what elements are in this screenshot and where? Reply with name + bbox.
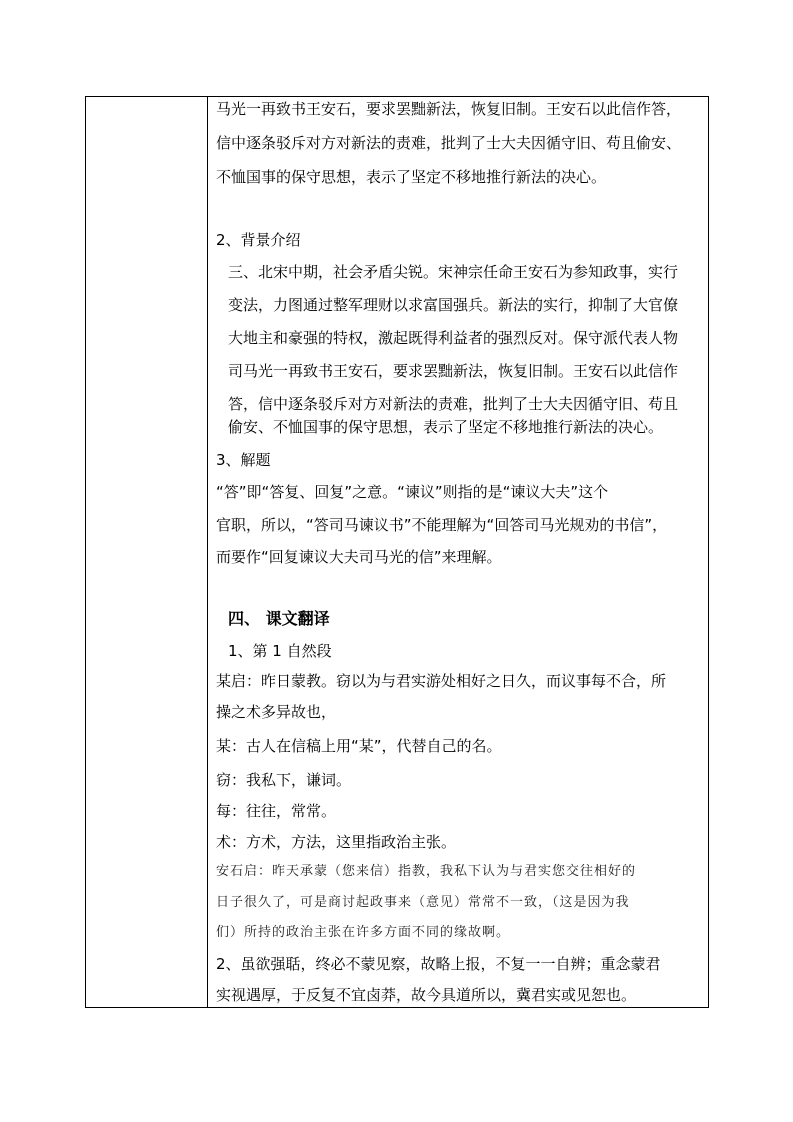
text-line: 司马光一再致书王安石，要求罢黜新法，恢复旧制。王安石以此信作 [228, 362, 679, 380]
text-line: 窃：我私下，谦词。 [216, 771, 352, 789]
text-line: 大地主和豪强的特权，激起既得利益者的强烈反对。保守派代表人物 [228, 329, 679, 347]
text-line: 某启：昨日蒙教。窃以为与君实游处相好之日久，而议事每不合，所 [216, 672, 667, 690]
text-line: 答，信中逐条驳斥对方对新法的责难，批判了士大夫因循守旧、苟且 [228, 395, 679, 413]
translation-line: 安石启：昨天承蒙（您来信）指教，我私下认为与君实您交往相好的 [216, 864, 637, 879]
text-line: 偷安、不恤国事的保守思想，表示了坚定不移地推行新法的决心。 [228, 418, 664, 436]
text-line: “答”即“答复、回复”之意。“谏议”则指的是“谏议大夫”这个 [216, 483, 609, 501]
document-table [85, 96, 709, 1008]
subsection-heading: 1、第 1 自然段 [228, 642, 332, 660]
text-line: 变法，力图通过整军理财以求富国强兵。新法的实行，抑制了大官僚 [228, 296, 679, 314]
text-line: 而要作“回复谏议大夫司马光的信”来理解。 [216, 548, 502, 566]
text-line: 马光一再致书王安石，要求罢黜新法，恢复旧制。王安石以此信作答， [216, 100, 682, 118]
text-line: 2、虽欲强聒，终必不蒙见察，故略上报，不复一一自辨；重念蒙君 [216, 955, 661, 973]
text-line: 三、北宋中期，社会矛盾尖锐。宋神宗任命王安石为参知政事，实行 [228, 263, 679, 281]
text-line: 不恤国事的保守思想，表示了坚定不移地推行新法的决心。 [216, 168, 607, 186]
text-line: 信中逐条驳斥对方对新法的责难，批判了士大夫因循守旧、苟且偷安、 [216, 134, 682, 152]
column-divider [207, 97, 208, 1007]
section-heading: 四、 课文翻译 [228, 609, 330, 628]
text-line: 术：方术，方法，这里指政治主张。 [216, 833, 457, 851]
section-heading: 2、背景介绍 [216, 231, 301, 249]
section-heading: 3、解题 [216, 451, 271, 469]
translation-line: 们）所持的政治主张在许多方面不同的缘故啊。 [216, 925, 511, 940]
text-line: 某：古人在信稿上用“某”，代替自己的名。 [216, 737, 502, 755]
translation-line: 日子很久了，可是商讨起政事来（意见）常常不一致，（这是因为我 [216, 895, 630, 910]
text-line: 每：往往，常常。 [216, 802, 337, 820]
text-line: 官职，所以，“答司马谏议书”不能理解为“回答司马光规劝的书信”， [216, 516, 668, 534]
text-line: 实视遇厚，于反复不宜卤莽，故今具道所以，冀君实或见恕也。 [216, 986, 637, 1004]
text-line: 操之术多异故也， [216, 703, 337, 721]
